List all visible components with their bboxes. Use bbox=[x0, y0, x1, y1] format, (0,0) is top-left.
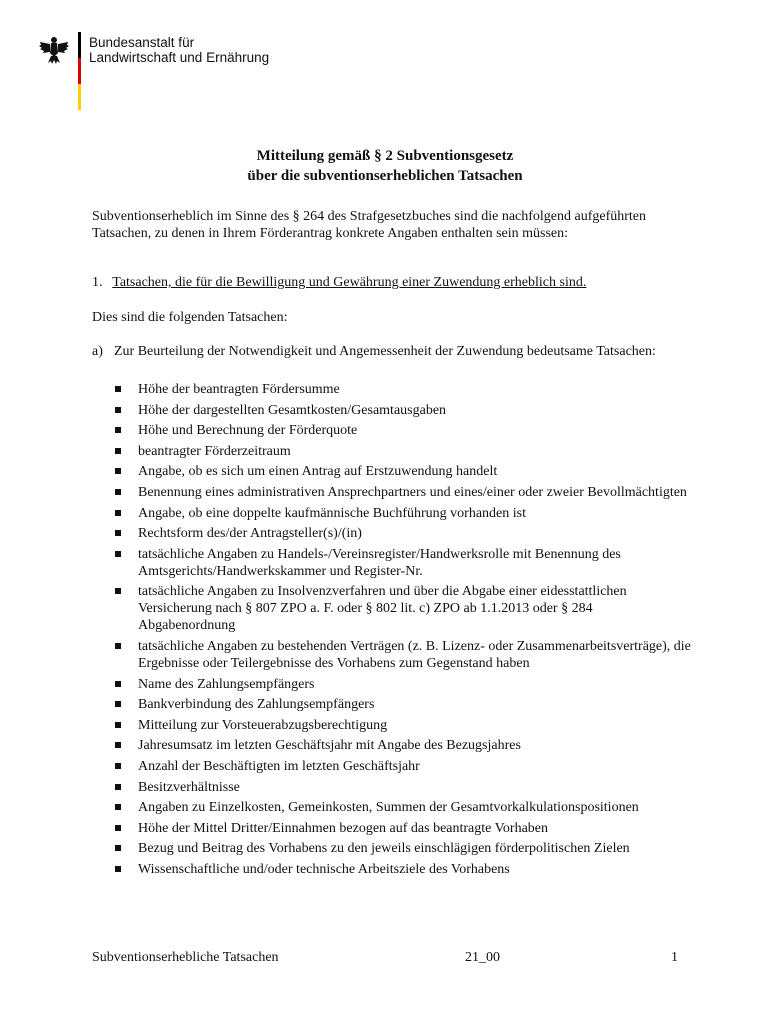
item-a-label: a) bbox=[92, 344, 103, 359]
title-line-1: Mitteilung gemäß § 2 Subventionsgesetz bbox=[256, 148, 514, 164]
list-item-text: Jahresumsatz im letzten Geschäftsjahr mit Angabe des Bezugsjahres bbox=[138, 738, 521, 754]
federal-eagle-icon bbox=[38, 34, 70, 66]
bullet-icon bbox=[115, 551, 121, 557]
list-item bbox=[92, 737, 692, 754]
list-item-text: Besitzverhältnisse bbox=[138, 779, 240, 795]
title-line-2: über die subventionserheblichen Tatsachen bbox=[247, 168, 523, 184]
bullet-icon bbox=[115, 427, 121, 433]
list-item bbox=[92, 525, 692, 542]
list-item bbox=[92, 583, 692, 634]
list-item-text: Höhe der beantragten Fördersumme bbox=[138, 382, 340, 397]
list-item bbox=[92, 381, 692, 398]
list-item-text: Bankverbindung des Zahlungsempfängers bbox=[138, 697, 375, 713]
bullet-icon bbox=[115, 510, 121, 516]
bullet-icon bbox=[115, 588, 121, 594]
bullet-icon bbox=[115, 742, 121, 748]
list-item bbox=[92, 861, 692, 878]
bullet-icon bbox=[115, 407, 121, 413]
list-item bbox=[92, 638, 692, 672]
item-a-text: Zur Beurteilung der Notwendigkeit und Angemessenheit der Zuwendung bedeutsame Tatsachen: bbox=[114, 344, 656, 359]
bullet-icon bbox=[115, 468, 121, 474]
footer-code: 21_00 bbox=[465, 950, 500, 965]
ble-logo bbox=[38, 32, 278, 112]
intro-paragraph: Subventionserheblich im Sinne des § 264 des Strafgesetzbuches sind die nachfolgend aufgeführten Tatsachen, zu denen in Ihrem Förderantrag konkrete Angaben enthalten sein müssen: bbox=[92, 209, 647, 241]
list-item-text: tatsächliche Angaben zu bestehenden Verträgen (z. B. Lizenz- oder Zusammenarbeitsverträge), die Ergebnisse oder Teilergebnisse des Vorhabens zum Gegenstand haben bbox=[138, 638, 691, 671]
bullet-icon bbox=[115, 530, 121, 536]
list-item-text: Anzahl der Beschäftigten im letzten Geschäftsjahr bbox=[138, 758, 420, 774]
page-number: 1 bbox=[671, 950, 678, 965]
bullet-icon bbox=[115, 722, 121, 728]
list-item-text: tatsächliche Angaben zu Handels-/Vereinsregister/Handwerksrolle mit Benennung des Amtsgerichts/Handwerkskammer und Register-Nr. bbox=[138, 546, 621, 579]
list-item bbox=[92, 422, 692, 439]
list-item-text: Name des Zahlungsempfängers bbox=[138, 676, 315, 692]
list-item-text: Rechtsform des/der Antragsteller(s)/(in) bbox=[138, 526, 362, 542]
bullet-icon bbox=[115, 681, 121, 687]
list-item bbox=[92, 840, 692, 857]
bullet-icon bbox=[115, 643, 121, 649]
facts-intro: Dies sind die folgenden Tatsachen: bbox=[92, 310, 288, 325]
list-item-text: tatsächliche Angaben zu Insolvenzverfahren und über die Abgabe einer eidesstattlichen Versicherung nach § 807 ZPO a. F. oder § 802 lit. c) ZPO ab 1.1.2013 oder § 284 Abgabenordnung bbox=[138, 584, 627, 634]
list-item bbox=[92, 463, 692, 480]
org-line-1: Bundesanstalt für bbox=[89, 35, 195, 50]
section-1-heading bbox=[92, 274, 692, 291]
list-item bbox=[92, 799, 692, 816]
list-item bbox=[92, 676, 692, 693]
list-item bbox=[92, 402, 692, 419]
bullet-icon bbox=[115, 825, 121, 831]
footer-title: Subventionserhebliche Tatsachen bbox=[92, 950, 279, 965]
list-item bbox=[92, 484, 692, 501]
bullet-icon bbox=[115, 701, 121, 707]
list-item bbox=[92, 717, 692, 734]
list-item bbox=[92, 758, 692, 775]
org-line-2: Landwirtschaft und Ernährung bbox=[89, 50, 270, 65]
list-item bbox=[92, 696, 692, 713]
list-item-text: Höhe und Berechnung der Förderquote bbox=[138, 423, 358, 439]
list-item-text: Mitteilung zur Vorsteuerabzugsberechtigung bbox=[138, 717, 388, 733]
list-item bbox=[92, 779, 692, 796]
section-number: 1. bbox=[92, 275, 103, 290]
list-item-text: beantragter Förderzeitraum bbox=[138, 443, 291, 459]
list-item-text: Angabe, ob eine doppelte kaufmännische Buchführung vorhanden ist bbox=[138, 505, 527, 521]
list-item-text: Wissenschaftliche und/oder technische Arbeitsziele des Vorhabens bbox=[138, 861, 510, 877]
bullet-icon bbox=[115, 386, 121, 392]
bullet-icon bbox=[115, 489, 121, 495]
bullet-icon bbox=[115, 784, 121, 790]
bullet-icon bbox=[115, 845, 121, 851]
list-item bbox=[92, 505, 692, 522]
section-heading-text: Tatsachen, die für die Bewilligung und Gewährung einer Zuwendung erheblich sind. bbox=[112, 275, 587, 290]
list-item-text: Benennung eines administrativen Ansprechpartners und eines/einer oder zweier Bevollmächtigten bbox=[138, 484, 687, 500]
bullet-icon bbox=[115, 804, 121, 810]
bullet-icon bbox=[115, 866, 121, 872]
list-item-text: Höhe der Mittel Dritter/Einnahmen bezogen auf das beantragte Vorhaben bbox=[138, 820, 549, 836]
facts-bullet-list bbox=[92, 381, 692, 881]
list-item bbox=[92, 443, 692, 460]
list-item-text: Angaben zu Einzelkosten, Gemeinkosten, Summen der Gesamtvorkalkulationspositionen bbox=[138, 800, 639, 816]
document-title bbox=[0, 146, 770, 186]
bullet-icon bbox=[115, 448, 121, 454]
flag-stripe bbox=[78, 32, 81, 110]
list-item-text: Bezug und Beitrag des Vorhabens zu den jeweils einschlägigen förderpolitischen Zielen bbox=[138, 841, 630, 857]
list-item-text: Höhe der dargestellten Gesamtkosten/Gesamtausgaben bbox=[138, 402, 447, 418]
organization-name bbox=[89, 35, 269, 65]
list-item-text: Angabe, ob es sich um einen Antrag auf Erstzuwendung handelt bbox=[138, 464, 498, 480]
item-a bbox=[92, 343, 692, 360]
bullet-icon bbox=[115, 763, 121, 769]
list-item bbox=[92, 820, 692, 837]
list-item bbox=[92, 546, 692, 580]
